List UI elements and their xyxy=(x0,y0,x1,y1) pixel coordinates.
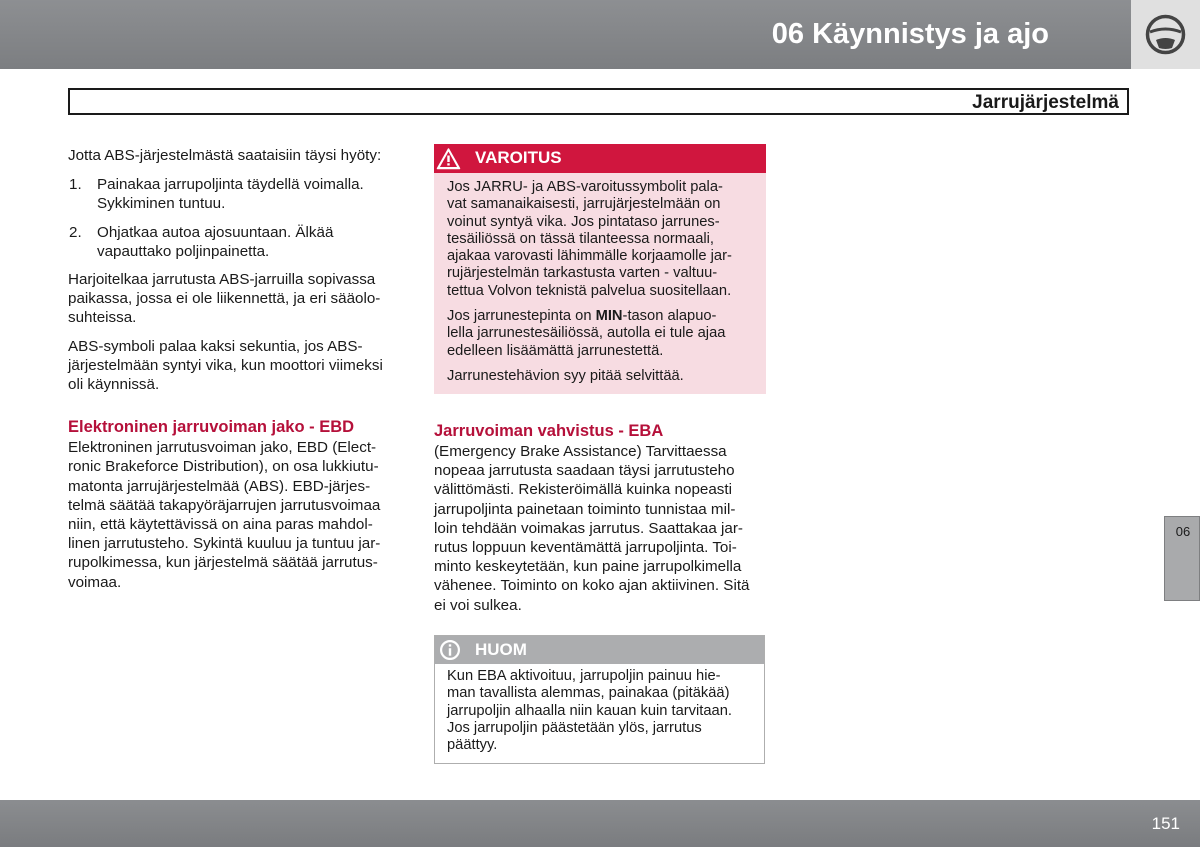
page-number: 151 xyxy=(1151,814,1180,833)
list-number: 2. xyxy=(69,223,82,241)
text-line: Elektroninen jarrutusvoiman jako, EBD (Elect- xyxy=(68,439,377,457)
text-line: vat samanaikaisesti, jarrujärjestelmään on xyxy=(447,196,721,213)
text-line: (Emergency Brake Assistance) Tarvittaessa xyxy=(434,443,727,460)
text-line: Harjoitelkaa jarrutusta ABS-jarruilla sopivassa xyxy=(68,271,376,289)
chapter-title: 06 Käynnistys ja ajo xyxy=(771,18,1049,50)
list-text-line: vapauttako poljinpainetta. xyxy=(97,242,270,260)
warning-paragraph xyxy=(447,308,756,360)
text-line: ei voi sulkea. xyxy=(434,596,522,614)
text-line: rupolkimessa, kun järjestelmä säätää jarrutus- xyxy=(68,554,378,572)
paragraph xyxy=(68,270,408,328)
text-line: suhteissa. xyxy=(68,309,137,327)
text-line: päättyy. xyxy=(447,737,498,754)
text-run: -tason alapuo- xyxy=(622,308,717,325)
warning-triangle-icon xyxy=(434,144,463,173)
list-text-line: Sykkiminen tuntuu. xyxy=(97,195,226,213)
list-item xyxy=(68,175,408,213)
min-level-label: MIN xyxy=(595,308,623,325)
eba-heading: Jarruvoiman vahvistus - EBA xyxy=(434,422,664,440)
list-text-line: Painakaa jarrupoljinta täydellä voimalla. xyxy=(97,176,364,194)
text-line: matonta jarrujärjestelmää (ABS). EBD-järjes- xyxy=(68,477,371,495)
text-line: ajakaa varovasti lähimmälle korjaamolle jar- xyxy=(447,248,732,265)
list-number: 1. xyxy=(69,176,82,194)
text-line: lella jarrunestesäiliössä, autolla ei tule ajaa xyxy=(447,325,726,342)
info-icon xyxy=(435,636,464,664)
text-line: jarrupoljin alhaalla niin kauan kuin tarvitaan. xyxy=(447,702,732,719)
ebd-paragraph xyxy=(68,438,408,592)
text-line: minto keskeytetään, kun paine jarrupolkimella xyxy=(434,558,742,576)
text-line: linen jarrutusteho. Sykintä kuuluu ja tuntuu jar- xyxy=(68,535,381,553)
text-line: vähenee. Toiminto on koko ajan aktiivinen. Sitä xyxy=(434,577,750,595)
section-frame xyxy=(68,88,1129,115)
text-line xyxy=(447,308,756,325)
warning-paragraph xyxy=(447,179,756,300)
side-tab-label: 06 xyxy=(1175,524,1191,539)
footer-bar xyxy=(0,800,1200,847)
eba-paragraph xyxy=(434,442,766,615)
text-line: välittömästi. Rekisteröimällä kuinka nopeasti xyxy=(434,481,732,499)
text-line: loin tehdään voimakas jarrutus. Saattakaa jar- xyxy=(434,519,743,537)
text-line: tettua Volvon teknistä palvelua suositellaan. xyxy=(447,282,732,299)
text-line: ronic Brakeforce Distribution), on osa lukkiutu- xyxy=(68,458,379,476)
text-line: paikassa, jossa ei ole liikennettä, ja eri sääolo- xyxy=(68,290,381,308)
section-title: Jarrujärjestelmä xyxy=(972,92,1119,113)
middle-column xyxy=(434,421,766,615)
note-body xyxy=(435,664,764,754)
text-line: niin, että käytettävissä on aina paras mahdol- xyxy=(68,516,373,534)
warning-header xyxy=(434,144,766,173)
chapter-icon-box xyxy=(1131,0,1200,69)
steering-wheel-icon xyxy=(1145,14,1186,55)
warning-title: VAROITUS xyxy=(475,148,562,167)
text-line: telmä säätää takapyöräjarrujen jarrutusvoimaa xyxy=(68,496,381,514)
text-line: edelleen lisäämättä jarrunestettä. xyxy=(447,342,664,359)
list-item xyxy=(68,223,408,261)
text-line: man tavallista alemmas, painakaa (pitäkää) xyxy=(447,685,730,702)
header-bar xyxy=(0,0,1131,69)
warning-box xyxy=(434,144,766,394)
left-column xyxy=(68,146,408,592)
text-run: Jos jarrunestepinta on xyxy=(447,308,596,325)
text-line: tesäiliössä on tässä tilanteessa normaali, xyxy=(447,230,714,247)
text-line: Jos jarrupoljin päästetään ylös, jarrutus xyxy=(447,719,702,736)
chapter-side-tab xyxy=(1164,516,1200,601)
list-text-line: Ohjatkaa autoa ajosuuntaan. Älkää xyxy=(97,223,334,241)
note-title: HUOM xyxy=(475,640,527,659)
text-line: voimaa. xyxy=(68,573,122,591)
text-line: rutus loppuun keventämättä jarrupoljinta. Toi- xyxy=(434,539,737,557)
ebd-heading: Elektroninen jarruvoiman jako - EBD xyxy=(68,418,355,437)
note-header xyxy=(435,636,764,664)
warning-body xyxy=(434,173,766,385)
text-line: nopeaa jarrutusta saadaan täysi jarrutusteho xyxy=(434,462,735,480)
text-line: oli käynnissä. xyxy=(68,376,160,394)
text-line: Jos JARRU- ja ABS-varoitussymbolit pala- xyxy=(447,179,723,195)
paragraph xyxy=(68,337,408,395)
warning-paragraph: Jarrunestehävion syy pitää selvittää. xyxy=(447,367,684,384)
text-line: rujärjestelmän tarkastusta varten - valtuu- xyxy=(447,265,718,282)
text-line: voinut syntyä vika. Jos pintataso jarrunes- xyxy=(447,213,720,230)
text-line: Kun EBA aktivoituu, jarrupoljin painuu hie- xyxy=(447,668,721,684)
text-line: järjestelmään syntyi vika, kun moottori viimeksi xyxy=(68,356,383,374)
text-line: ABS-symboli palaa kaksi sekuntia, jos ABS- xyxy=(68,337,363,355)
text-line: jarrupoljinta painetaan toiminto tunnistaa mil- xyxy=(434,500,736,518)
intro-text: Jotta ABS-järjestelmästä saataisiin täysi hyöty: xyxy=(68,147,382,164)
note-box xyxy=(434,635,765,764)
